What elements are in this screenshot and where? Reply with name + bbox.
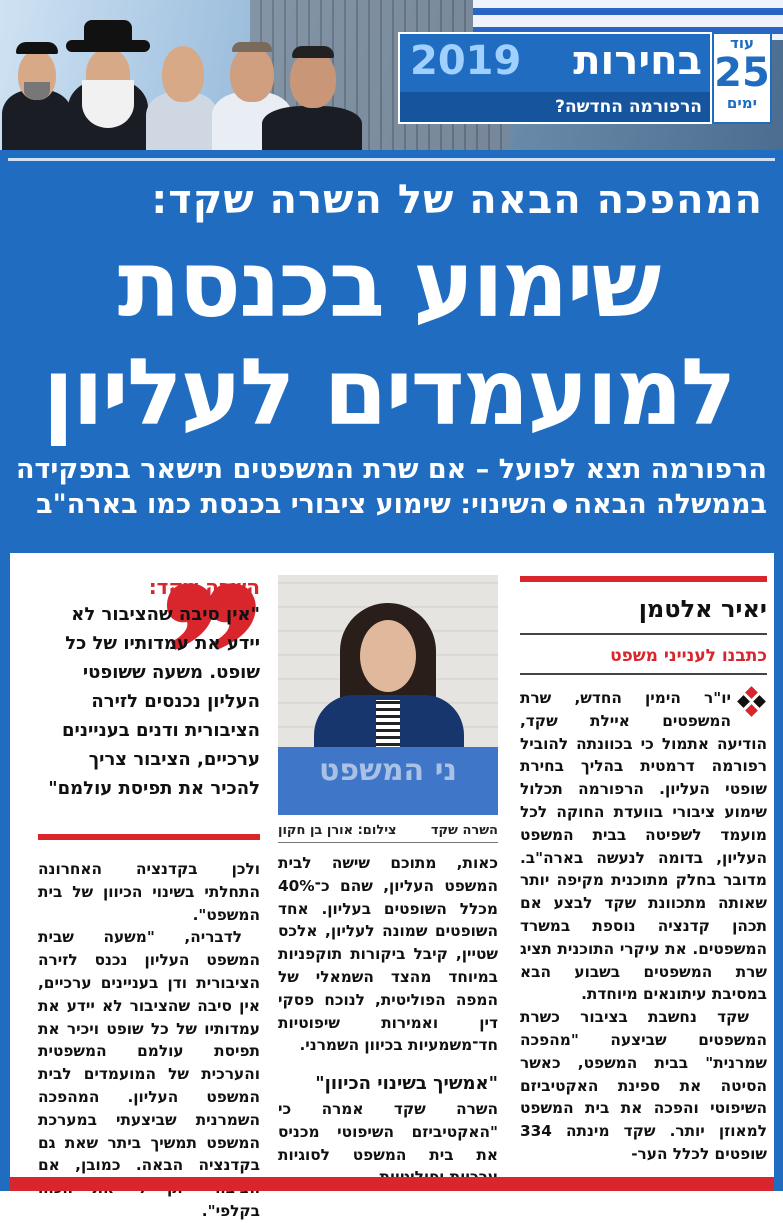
countdown-label-top: עוד	[730, 34, 754, 52]
minister-photo	[278, 575, 498, 815]
article-column-middle-continued: השרה שקד אמרה כי "האקטיביזם השיפוטי מכניס את בית המשפט לסוגיות	[278, 1100, 498, 1164]
photo-credit: צילום: אורן בן חקון	[278, 823, 397, 838]
politician-photo-2	[62, 10, 154, 150]
pullquote-source: השרה שקד:	[148, 575, 260, 599]
countdown-box	[712, 32, 772, 124]
election-subtitle: הרפורמה החדשה?	[400, 92, 710, 122]
subheadline-line-2	[16, 488, 767, 522]
photo-caption	[278, 822, 498, 840]
byline-divider	[520, 633, 767, 635]
headline-divider	[8, 158, 775, 161]
article-column-middle: כאות, מתוכם שישה לבית המשפט העליון, שהם כ־40% מכלל השופטים בעליון. אחד השופטים שמונה לעליון, אלכס שטיין, קיבל ביקורות תוקפניות במיוחד מהצד השמאלי של המפה הפוליטית, לנוכח פסקי דין ואמירות שיפוטיות חד־משמעיות בכיוון השמרני.	[278, 854, 498, 1055]
byline-bottom-rule	[520, 673, 767, 675]
photo-caption-name: השרה שקד	[430, 823, 498, 838]
subheadline-line-1: הרפורמה תצא לפועל – אם שרת המשפטים תישאר בתפקידה	[15, 454, 767, 485]
election-banner	[0, 0, 783, 150]
article-paragraph-4: לדבריה, "משעה שבית המשפט העליון נכנס לזירה הציבורית ודן בעניינים ערכיים, אין סיבה שהציבור לא יידע את עמדותיו של כל שופט ויכיר את תפיסת עולמם המשפטית והערכית של המועמדים לבית המשפט העליון. המהפכה השמרנית שביצעתי במערכת המשפט תמשיך ביתר שאת גם בקדנציה הבאה. כמובן, אם בקלפי".	[38, 928, 260, 1220]
countdown-label-bottom: ימים	[726, 94, 758, 112]
byline-top-rule	[520, 576, 767, 582]
article-paragraph	[520, 687, 767, 1006]
caption-rule	[278, 842, 498, 843]
election-year: 2019	[410, 38, 522, 84]
article-paragraph-2: שקד נחשבת בציבור כשרת המשפטים שביצעה "מהפכה שמרנית" בבית המשפט, כאשר הסיטה את ספינת האקטיביזם השיפוטי והפכה את בית המשפט למאוזן יותר. שקד מינתה 334 שופטים לכלל הער-	[520, 1008, 767, 1163]
byline-role: כתבנו לענייני משפט	[610, 646, 767, 666]
headline-block	[0, 150, 783, 553]
election-title: בחירות	[573, 38, 702, 84]
byline-name: יאיר אלטמן	[638, 595, 767, 623]
pullquote-text: "אין סיבה שהציבור לא יידע את עמדותיו של כל שופט. משעה ששופטי העליון נכנסים לזירה הציבורית ודנים בעניינים ערכיים, הציבור צריך להכיר את תפיסת עולמם"	[48, 604, 260, 799]
article-paragraph-1: יו"ר הימין החדש, שרת המשפטים איילת שקד, הודיעה אתמול כי בכוונתה להוביל רפורמה דרמטית בהליך בחירת שופטי העליון. הרפורמה תכלול שימוע ציבורי בוועדת החוקה לכל מועמד לשפיטה בבית המשפט העליון, בדומה לנעשה בארה"ב. מדובר בחלק מתוכנית מקיפה יותר שאותה מתכוונת שקד לבצע אם תכהן קדנציה נוספת במשרד המשפטים. את עיקרי התוכנית תציג שרת המשפטים בשבוע הבא במסיבת עיתונאים מיוחדת.	[520, 689, 767, 1004]
headline-line-1: שימוע בכנסת	[117, 231, 660, 338]
subheadline-part-a: בממשלה הבאה	[573, 489, 767, 520]
article-column-right	[520, 687, 767, 1166]
politician-photo-5	[252, 50, 372, 150]
photo-sign-text: ני המשפט	[318, 753, 458, 788]
article-paragraph-3: ולכן בקדנציה האחרונה התחלתי בשינוי הכיוון של בית המשפט".	[38, 860, 260, 924]
pullquote-rule	[38, 834, 260, 840]
article-column-left	[38, 858, 260, 1223]
headline-line-2: למועמדים לעליון	[42, 339, 735, 446]
subheadline-part-b: השינוי: שימוע ציבורי בכנסת כמו בארה"ב	[36, 489, 548, 520]
bottom-rule	[10, 1177, 774, 1191]
election-title-box	[398, 32, 712, 124]
countdown-number: 25	[714, 50, 770, 96]
headline-kicker: המהפכה הבאה של השרה שקד:	[151, 177, 763, 223]
politician-photo-3	[146, 20, 218, 150]
diamond-cluster-icon	[737, 687, 767, 717]
bullet-icon	[553, 499, 567, 513]
article-subhead: "אמשיך בשינוי הכיוון"	[315, 1073, 498, 1094]
